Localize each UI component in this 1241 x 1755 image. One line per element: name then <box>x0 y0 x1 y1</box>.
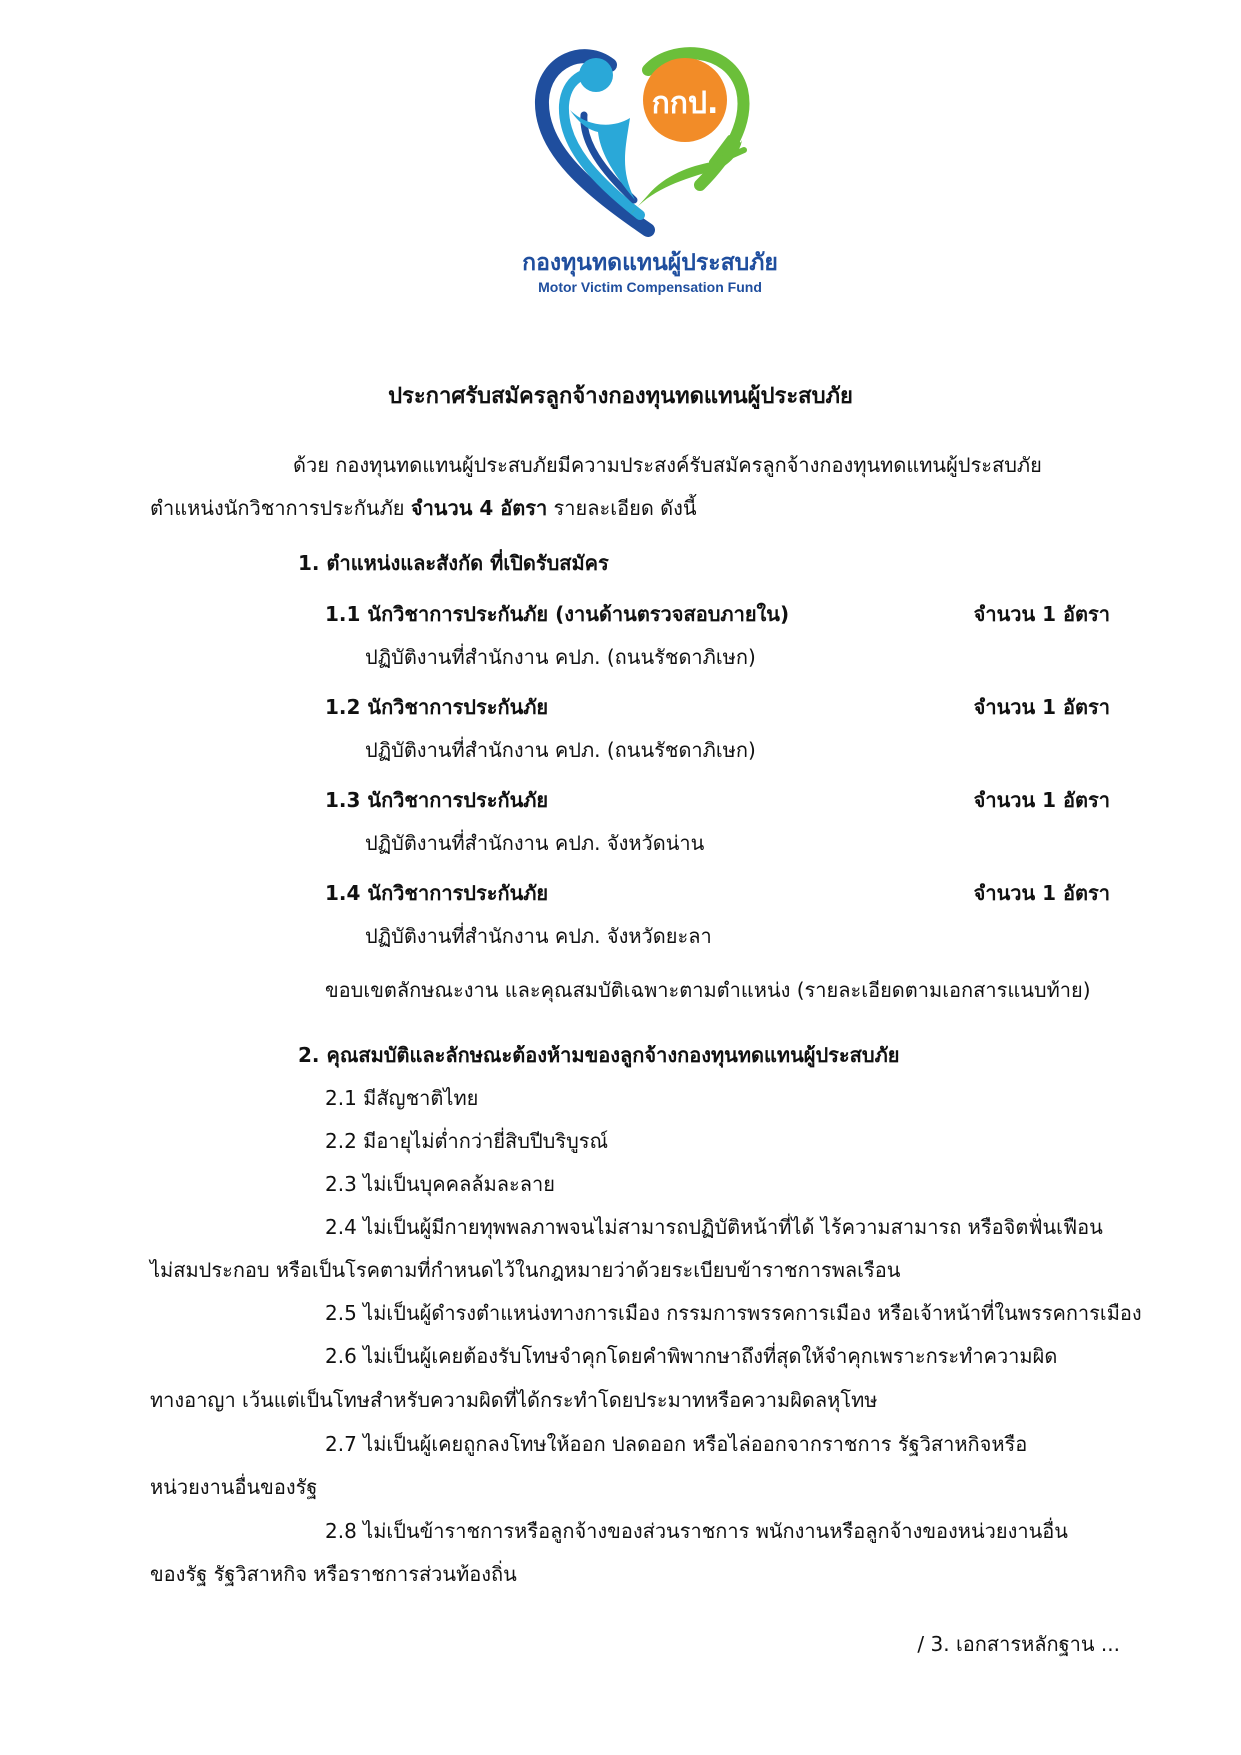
qualification-2-4-line-1: 2.4 ไม่เป็นผู้มีกายทุพพลภาพจนไม่สามารถปฏิบัติหน้าที่ได้ ไร้ความสามารถ หรือจิตฟั่นเฟือน <box>325 1215 1103 1239</box>
qualification-2-7-line-1: 2.7 ไม่เป็นผู้เคยถูกลงโทษให้ออก ปลดออก หรือไล่ออกจากราชการ รัฐวิสาหกิจหรือ <box>325 1432 1028 1456</box>
section1-heading: 1. ตำแหน่งและสังกัด ที่เปิดรับสมัคร <box>298 551 609 575</box>
continuation-marker: / 3. เอกสารหลักฐาน ... <box>917 1632 1120 1656</box>
qualification-2-2: 2.2 มีอายุไม่ต่ำกว่ายี่สิบปีบริบูรณ์ <box>325 1129 609 1153</box>
logo-name-english: Motor Victim Compensation Fund <box>538 279 762 295</box>
position-2-count: จำนวน 1 อัตรา <box>973 695 1110 719</box>
qualification-2-6-line-1: 2.6 ไม่เป็นผู้เคยต้องรับโทษจำคุกโดยคำพิพากษาถึงที่สุดให้จำคุกเพราะกระทำความผิด <box>325 1344 1058 1368</box>
announcement-title: ประกาศรับสมัครลูกจ้างกองทุนทดแทนผู้ประสบภัย <box>388 384 853 409</box>
qualification-2-5: 2.5 ไม่เป็นผู้ดำรงตำแหน่งทางการเมือง กรรมการพรรคการเมือง หรือเจ้าหน้าที่ในพรรคการเมือง <box>325 1301 1142 1325</box>
position-3-location: ปฏิบัติงานที่สำนักงาน คปภ. จังหวัดน่าน <box>365 831 705 855</box>
fund-logo <box>490 40 810 310</box>
logo-name-thai: กองทุนทดแทนผู้ประสบภัย <box>522 250 778 276</box>
position-2-location: ปฏิบัติงานที่สำนักงาน คปภ. (ถนนรัชดาภิเษก) <box>365 738 756 762</box>
logo-badge-text: กกป. <box>651 86 719 121</box>
position-1-count: จำนวน 1 อัตรา <box>973 602 1110 626</box>
qualification-2-6-line-2: ทางอาญา เว้นแต่เป็นโทษสำหรับความผิดที่ได้กระทำโดยประมาทหรือความผิดลหุโทษ <box>150 1388 878 1412</box>
position-2-title: 1.2 นักวิชาการประกันภัย <box>325 695 549 719</box>
position-4-count: จำนวน 1 อัตรา <box>973 881 1110 905</box>
qualification-2-4-line-2: ไม่สมประกอบ หรือเป็นโรคตามที่กำหนดไว้ในกฎหมายว่าด้วยระเบียบข้าราชการพลเรือน <box>150 1258 901 1282</box>
position-1-title: 1.1 นักวิชาการประกันภัย (งานด้านตรวจสอบภายใน) <box>325 602 790 626</box>
total-count: จำนวน 4 อัตรา <box>410 496 548 520</box>
qualification-2-8-line-1: 2.8 ไม่เป็นข้าราชการหรือลูกจ้างของส่วนราชการ พนักงานหรือลูกจ้างของหน่วยงานอื่น <box>325 1519 1068 1543</box>
position-4-title: 1.4 นักวิชาการประกันภัย <box>325 881 549 905</box>
intro-line-1: ด้วย กองทุนทดแทนผู้ประสบภัยมีความประสงค์รับสมัครลูกจ้างกองทุนทดแทนผู้ประสบภัย <box>293 453 1042 477</box>
scope-note: ขอบเขตลักษณะงาน และคุณสมบัติเฉพาะตามตำแหน่ง (รายละเอียดตามเอกสารแนบท้าย) <box>325 978 1091 1002</box>
position-1-location: ปฏิบัติงานที่สำนักงาน คปภ. (ถนนรัชดาภิเษก) <box>365 645 756 669</box>
heart-hand-logo-icon <box>530 40 770 240</box>
section2-heading: 2. คุณสมบัติและลักษณะต้องห้ามของลูกจ้างกองทุนทดแทนผู้ประสบภัย <box>298 1043 900 1067</box>
position-3-count: จำนวน 1 อัตรา <box>973 788 1110 812</box>
qualification-2-7-line-2: หน่วยงานอื่นของรัฐ <box>150 1475 318 1499</box>
qualification-2-1: 2.1 มีสัญชาติไทย <box>325 1086 479 1110</box>
qualification-2-3: 2.3 ไม่เป็นบุคคลล้มละลาย <box>325 1172 555 1196</box>
position-3-title: 1.3 นักวิชาการประกันภัย <box>325 788 549 812</box>
qualification-2-8-line-2: ของรัฐ รัฐวิสาหกิจ หรือราชการส่วนท้องถิ่น <box>150 1562 517 1586</box>
position-4-location: ปฏิบัติงานที่สำนักงาน คปภ. จังหวัดยะลา <box>365 924 712 948</box>
intro-line-2: ตำแหน่งนักวิชาการประกันภัย จำนวน 4 อัตรา รายละเอียด ดังนี้ <box>150 496 697 520</box>
